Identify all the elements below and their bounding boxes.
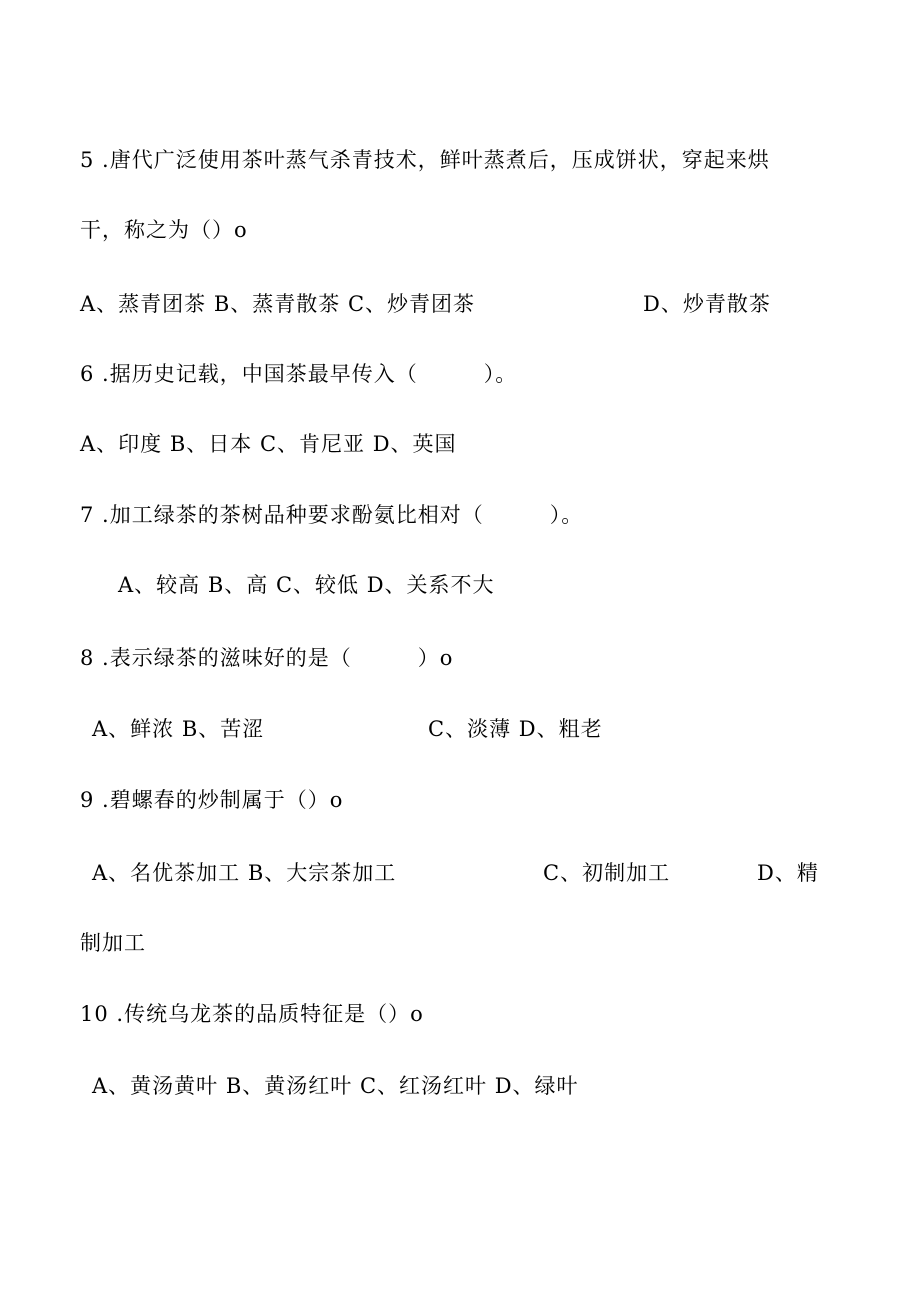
question-10-options: A、黄汤黄叶 B、黄汤红叶 C、红汤红叶 D、绿叶 <box>92 1074 579 1098</box>
question-5-text-line-1: 5 .唐代广泛使用茶叶蒸气杀青技术，鲜叶蒸煮后，压成饼状，穿起来烘 <box>80 148 770 172</box>
question-9-option-d-start: D、精 <box>757 861 819 885</box>
question-8-options-ab: A、鲜浓 B、苦涩 <box>92 717 265 741</box>
question-8-text: 8 .表示绿茶的滋味好的是（ ）o <box>80 646 454 670</box>
question-7-text: 7 .加工绿茶的茶树品种要求酚氨比相对（ ）。 <box>80 503 584 527</box>
question-6-text: 6 .据历史记载，中国茶最早传入（ ）。 <box>80 362 518 386</box>
question-9-option-d-end: 制加工 <box>80 931 146 955</box>
question-9-options-ab: A、名优茶加工 B、大宗茶加工 <box>92 861 397 885</box>
question-9-text: 9 .碧螺春的炒制属于（）o <box>80 788 344 812</box>
question-5-options-abc: A、蒸青团茶 B、蒸青散茶 C、炒青团茶 <box>80 292 476 316</box>
question-10-text: 10 .传统乌龙茶的品质特征是（）o <box>80 1002 424 1026</box>
question-5-text-line-2: 干，称之为（）o <box>80 218 248 242</box>
question-5-option-d: D、炒青散茶 <box>643 292 771 316</box>
question-6-options: A、印度 B、日本 C、肯尼亚 D、英国 <box>80 432 457 456</box>
question-7-options: A、较高 B、高 C、较低 D、关系不大 <box>118 573 495 597</box>
question-9-option-c: C、初制加工 <box>543 861 671 885</box>
question-8-options-cd: C、淡薄 D、粗老 <box>428 717 603 741</box>
